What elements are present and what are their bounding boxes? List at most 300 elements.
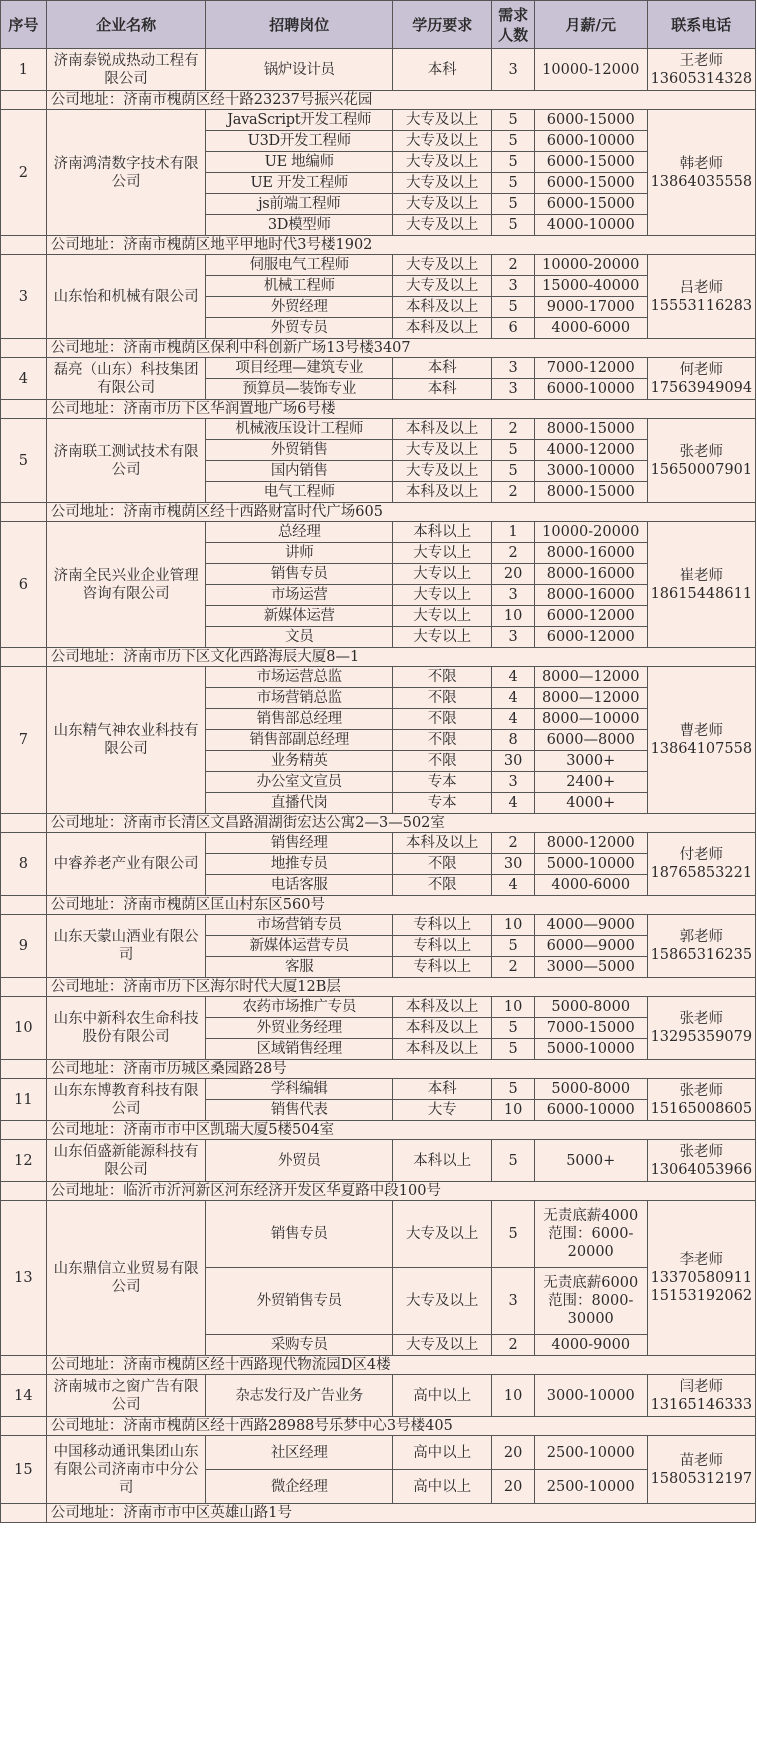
address-spacer	[1, 1182, 47, 1201]
job-headcount: 4	[492, 793, 534, 814]
job-headcount: 2	[492, 957, 534, 978]
job-education: 大专及以上	[393, 461, 492, 482]
address-row	[1, 339, 756, 358]
job-education: 专本	[393, 793, 492, 814]
job-position: 销售专员	[206, 1201, 393, 1268]
address-row	[1, 236, 756, 255]
table-row	[1, 915, 756, 936]
company-seq: 13	[1, 1201, 47, 1356]
job-education: 大专及以上	[393, 1335, 492, 1356]
company-contact: 李老师 13370580911 15153192062	[647, 1201, 755, 1356]
address-spacer	[1, 236, 47, 255]
company-address: 公司地址：济南市长清区文昌路湄湖街宏达公寓2—3—502室	[46, 814, 755, 833]
company-contact: 王老师 13605314328	[647, 49, 755, 91]
table-row	[1, 1140, 756, 1182]
header-company: 企业名称	[46, 1, 206, 49]
address-row	[1, 1504, 756, 1523]
company-contact: 苗老师 15805312197	[647, 1436, 755, 1504]
address-spacer	[1, 648, 47, 667]
company-name: 中睿养老产业有限公司	[46, 833, 206, 896]
job-position: 国内销售	[206, 461, 393, 482]
address-spacer	[1, 1504, 47, 1523]
job-education: 大专及以上	[393, 194, 492, 215]
job-headcount: 3	[492, 627, 534, 648]
job-position: 直播代岗	[206, 793, 393, 814]
job-position: 项目经理—建筑专业	[206, 358, 393, 379]
company-address: 公司地址：济南市槐荫区经十西路现代物流园D区4楼	[46, 1356, 755, 1375]
job-position: 预算员—装饰专业	[206, 379, 393, 400]
job-headcount: 4	[492, 688, 534, 709]
job-headcount: 3	[492, 585, 534, 606]
job-salary: 4000-6000	[534, 318, 647, 339]
address-row	[1, 400, 756, 419]
company-name: 磊亮（山东）科技集团有限公司	[46, 358, 206, 400]
address-row	[1, 1182, 756, 1201]
job-education: 大专及以上	[393, 215, 492, 236]
company-seq: 3	[1, 255, 47, 339]
job-salary: 8000-12000	[534, 833, 647, 854]
table-body	[1, 49, 756, 1523]
company-address: 公司地址：临沂市沂河新区河东经济开发区华夏路中段100号	[46, 1182, 755, 1201]
job-position: 机械液压设计工程师	[206, 419, 393, 440]
company-contact: 张老师 13295359079	[647, 997, 755, 1060]
company-name: 山东中新科农生命科技股份有限公司	[46, 997, 206, 1060]
company-seq: 8	[1, 833, 47, 896]
job-position: 销售部副总经理	[206, 730, 393, 751]
job-education: 专科以上	[393, 957, 492, 978]
job-headcount: 20	[492, 564, 534, 585]
job-position: 区域销售经理	[206, 1039, 393, 1060]
job-salary: 3000-10000	[534, 461, 647, 482]
job-position: 销售代表	[206, 1100, 393, 1121]
job-salary: 5000+	[534, 1140, 647, 1182]
job-position: 电气工程师	[206, 482, 393, 503]
job-headcount: 4	[492, 667, 534, 688]
table-row	[1, 419, 756, 440]
company-name: 山东精气神农业科技有限公司	[46, 667, 206, 814]
job-salary: 8000—12000	[534, 667, 647, 688]
job-headcount: 5	[492, 110, 534, 131]
job-position: 讲师	[206, 543, 393, 564]
job-position: 微企经理	[206, 1470, 393, 1504]
job-salary: 8000-16000	[534, 543, 647, 564]
job-education: 大专及以上	[393, 152, 492, 173]
job-headcount: 5	[492, 297, 534, 318]
job-education: 大专及以上	[393, 173, 492, 194]
job-education: 大专及以上	[393, 1268, 492, 1335]
job-salary: 8000-16000	[534, 585, 647, 606]
address-spacer	[1, 896, 47, 915]
address-row	[1, 1417, 756, 1436]
job-position: 市场营销专员	[206, 915, 393, 936]
job-headcount: 3	[492, 49, 534, 91]
job-position: U3D开发工程师	[206, 131, 393, 152]
job-salary: 无责底薪6000 范围：8000- 30000	[534, 1268, 647, 1335]
job-education: 大专	[393, 1100, 492, 1121]
job-position: 外贸经理	[206, 297, 393, 318]
company-seq: 5	[1, 419, 47, 503]
address-spacer	[1, 400, 47, 419]
job-education: 大专以上	[393, 627, 492, 648]
address-row	[1, 814, 756, 833]
job-position: 外贸员	[206, 1140, 393, 1182]
job-education: 大专以上	[393, 564, 492, 585]
job-education: 本科	[393, 379, 492, 400]
company-seq: 9	[1, 915, 47, 978]
job-salary: 8000-15000	[534, 482, 647, 503]
job-headcount: 30	[492, 751, 534, 772]
job-salary: 5000-10000	[534, 854, 647, 875]
job-headcount: 2	[492, 255, 534, 276]
job-education: 高中以上	[393, 1375, 492, 1417]
company-contact: 曹老师 13864107558	[647, 667, 755, 814]
header-seq: 序号	[1, 1, 47, 49]
job-education: 高中以上	[393, 1470, 492, 1504]
job-headcount: 5	[492, 461, 534, 482]
job-education: 本科及以上	[393, 1018, 492, 1039]
job-salary: 7000-12000	[534, 358, 647, 379]
job-salary: 15000-40000	[534, 276, 647, 297]
address-spacer	[1, 1121, 47, 1140]
job-headcount: 10	[492, 997, 534, 1018]
job-headcount: 3	[492, 358, 534, 379]
job-education: 本科及以上	[393, 297, 492, 318]
job-salary: 3000+	[534, 751, 647, 772]
job-position: 外贸销售	[206, 440, 393, 461]
job-position: 新媒体运营	[206, 606, 393, 627]
address-spacer	[1, 814, 47, 833]
company-seq: 4	[1, 358, 47, 400]
company-name: 山东佰盛新能源科技有限公司	[46, 1140, 206, 1182]
job-salary: 8000—10000	[534, 709, 647, 730]
header-headcount: 需求人数	[492, 1, 534, 49]
address-spacer	[1, 1060, 47, 1079]
company-name: 济南联工测试技术有限公司	[46, 419, 206, 503]
company-name: 济南泰锐成热动工程有限公司	[46, 49, 206, 91]
job-position: 市场营销总监	[206, 688, 393, 709]
company-name: 山东鼎信立业贸易有限公司	[46, 1201, 206, 1356]
header-position: 招聘岗位	[206, 1, 393, 49]
company-seq: 1	[1, 49, 47, 91]
job-salary: 6000-12000	[534, 606, 647, 627]
job-education: 本科	[393, 1079, 492, 1100]
job-headcount: 5	[492, 1201, 534, 1268]
job-headcount: 5	[492, 1018, 534, 1039]
company-contact: 张老师 15650007901	[647, 419, 755, 503]
job-headcount: 4	[492, 709, 534, 730]
address-row	[1, 978, 756, 997]
company-name: 山东东博教育科技有限公司	[46, 1079, 206, 1121]
address-row	[1, 648, 756, 667]
job-headcount: 2	[492, 543, 534, 564]
job-headcount: 10	[492, 1375, 534, 1417]
address-spacer	[1, 978, 47, 997]
job-education: 不限	[393, 854, 492, 875]
job-salary: 6000-10000	[534, 379, 647, 400]
table-row	[1, 1079, 756, 1100]
company-address: 公司地址：济南市历下区华润置地广场6号楼	[46, 400, 755, 419]
job-position: 市场运营总监	[206, 667, 393, 688]
job-position: 农药市场推广专员	[206, 997, 393, 1018]
job-education: 专本	[393, 772, 492, 793]
job-position: 伺服电气工程师	[206, 255, 393, 276]
header-education: 学历要求	[393, 1, 492, 49]
company-contact: 何老师 17563949094	[647, 358, 755, 400]
table-row	[1, 358, 756, 379]
job-salary: 2500-10000	[534, 1436, 647, 1470]
job-education: 不限	[393, 730, 492, 751]
job-education: 不限	[393, 667, 492, 688]
job-headcount: 3	[492, 772, 534, 793]
job-headcount: 3	[492, 379, 534, 400]
address-spacer	[1, 339, 47, 358]
job-education: 大专及以上	[393, 440, 492, 461]
job-education: 大专及以上	[393, 276, 492, 297]
company-name: 济南全民兴业企业管理咨询有限公司	[46, 522, 206, 648]
job-salary: 6000-10000	[534, 1100, 647, 1121]
job-headcount: 2	[492, 833, 534, 854]
job-headcount: 4	[492, 875, 534, 896]
job-salary: 8000—12000	[534, 688, 647, 709]
job-position: 销售专员	[206, 564, 393, 585]
job-education: 本科	[393, 49, 492, 91]
job-position: 市场运营	[206, 585, 393, 606]
company-contact: 韩老师 13864035558	[647, 110, 755, 236]
company-address: 公司地址：济南市槐荫区经十西路财富时代广场605	[46, 503, 755, 522]
job-position: 销售部总经理	[206, 709, 393, 730]
job-position: 办公室文宣员	[206, 772, 393, 793]
job-headcount: 5	[492, 173, 534, 194]
job-position: 机械工程师	[206, 276, 393, 297]
job-headcount: 3	[492, 1268, 534, 1335]
job-salary: 无责底薪4000 范围：6000- 20000	[534, 1201, 647, 1268]
company-address: 公司地址：济南市槐荫区匡山村东区560号	[46, 896, 755, 915]
job-education: 本科及以上	[393, 1039, 492, 1060]
job-headcount: 10	[492, 1100, 534, 1121]
company-address: 公司地址：济南市槐荫区经十路23237号振兴花园	[46, 91, 755, 110]
header-phone: 联系电话	[647, 1, 755, 49]
job-salary: 6000-12000	[534, 627, 647, 648]
job-education: 本科及以上	[393, 833, 492, 854]
job-salary: 8000-16000	[534, 564, 647, 585]
address-row	[1, 1121, 756, 1140]
table-row	[1, 255, 756, 276]
job-education: 专科以上	[393, 915, 492, 936]
address-row	[1, 91, 756, 110]
job-salary: 5000-10000	[534, 1039, 647, 1060]
job-headcount: 20	[492, 1470, 534, 1504]
table-row	[1, 1436, 756, 1470]
job-salary: 2500-10000	[534, 1470, 647, 1504]
company-address: 公司地址：济南市市中区凯瑞大厦5楼504室	[46, 1121, 755, 1140]
company-address: 公司地址：济南市历下区文化西路海辰大厦8—1	[46, 648, 755, 667]
job-salary: 4000-10000	[534, 215, 647, 236]
header-row	[1, 1, 756, 49]
job-salary: 10000-12000	[534, 49, 647, 91]
address-row	[1, 503, 756, 522]
job-position: 3D模型师	[206, 215, 393, 236]
job-position: js前端工程师	[206, 194, 393, 215]
company-name: 山东怡和机械有限公司	[46, 255, 206, 339]
job-salary: 6000-15000	[534, 194, 647, 215]
job-education: 大专以上	[393, 585, 492, 606]
job-headcount: 5	[492, 215, 534, 236]
job-education: 本科	[393, 358, 492, 379]
company-contact: 张老师 13064053966	[647, 1140, 755, 1182]
job-education: 大专及以上	[393, 1201, 492, 1268]
job-education: 不限	[393, 751, 492, 772]
job-headcount: 10	[492, 606, 534, 627]
job-education: 不限	[393, 875, 492, 896]
job-headcount: 5	[492, 194, 534, 215]
job-salary: 4000-9000	[534, 1335, 647, 1356]
job-headcount: 5	[492, 1039, 534, 1060]
job-salary: 6000-15000	[534, 152, 647, 173]
job-salary: 5000-8000	[534, 997, 647, 1018]
job-salary: 4000—9000	[534, 915, 647, 936]
job-headcount: 2	[492, 419, 534, 440]
job-position: 外贸销售专员	[206, 1268, 393, 1335]
job-salary: 8000-15000	[534, 419, 647, 440]
table-row	[1, 1201, 756, 1268]
table-row	[1, 522, 756, 543]
job-headcount: 1	[492, 522, 534, 543]
company-address: 公司地址：济南市槐荫区经十西路28988号乐梦中心3号楼405	[46, 1417, 755, 1436]
table-row	[1, 997, 756, 1018]
company-seq: 10	[1, 997, 47, 1060]
company-name: 中国移动通讯集团山东有限公司济南市中分公司	[46, 1436, 206, 1504]
company-contact: 郭老师 15865316235	[647, 915, 755, 978]
job-position: 采购专员	[206, 1335, 393, 1356]
job-position: 锅炉设计员	[206, 49, 393, 91]
job-headcount: 3	[492, 276, 534, 297]
job-education: 本科及以上	[393, 482, 492, 503]
company-seq: 6	[1, 522, 47, 648]
table-row	[1, 667, 756, 688]
job-position: 业务精英	[206, 751, 393, 772]
company-seq: 11	[1, 1079, 47, 1121]
job-position: 销售经理	[206, 833, 393, 854]
company-contact: 崔老师 18615448611	[647, 522, 755, 648]
job-position: JavaScript开发工程师	[206, 110, 393, 131]
job-headcount: 10	[492, 915, 534, 936]
company-seq: 14	[1, 1375, 47, 1417]
company-contact: 闫老师 13165146333	[647, 1375, 755, 1417]
address-row	[1, 1060, 756, 1079]
table-row	[1, 1375, 756, 1417]
table-row	[1, 110, 756, 131]
job-education: 大专以上	[393, 543, 492, 564]
job-headcount: 5	[492, 440, 534, 461]
company-address: 公司地址：济南市槐荫区保利中科创新广场13号楼3407	[46, 339, 755, 358]
job-education: 大专以上	[393, 606, 492, 627]
address-spacer	[1, 91, 47, 110]
company-name: 山东天蒙山酒业有限公司	[46, 915, 206, 978]
job-salary: 7000-15000	[534, 1018, 647, 1039]
job-position: 地推专员	[206, 854, 393, 875]
job-position: 学科编辑	[206, 1079, 393, 1100]
job-position: 新媒体运营专员	[206, 936, 393, 957]
job-position: 总经理	[206, 522, 393, 543]
job-position: 客服	[206, 957, 393, 978]
job-position: 电话客服	[206, 875, 393, 896]
job-education: 本科以上	[393, 522, 492, 543]
job-education: 本科以上	[393, 1140, 492, 1182]
job-education: 不限	[393, 688, 492, 709]
job-position: 杂志发行及广告业务	[206, 1375, 393, 1417]
job-education: 本科及以上	[393, 997, 492, 1018]
job-position: 文员	[206, 627, 393, 648]
company-seq: 15	[1, 1436, 47, 1504]
job-position: 外贸业务经理	[206, 1018, 393, 1039]
job-headcount: 20	[492, 1436, 534, 1470]
job-education: 本科及以上	[393, 318, 492, 339]
company-name: 济南鸿清数字技术有限公司	[46, 110, 206, 236]
job-salary: 3000—5000	[534, 957, 647, 978]
job-salary: 5000-8000	[534, 1079, 647, 1100]
job-education: 大专及以上	[393, 131, 492, 152]
header-salary: 月薪/元	[534, 1, 647, 49]
company-name: 济南城市之窗广告有限公司	[46, 1375, 206, 1417]
job-education: 专科以上	[393, 936, 492, 957]
job-education: 大专及以上	[393, 255, 492, 276]
job-headcount: 5	[492, 936, 534, 957]
job-salary: 4000-12000	[534, 440, 647, 461]
company-seq: 12	[1, 1140, 47, 1182]
job-headcount: 2	[492, 1335, 534, 1356]
job-salary: 4000+	[534, 793, 647, 814]
job-headcount: 6	[492, 318, 534, 339]
job-salary: 3000-10000	[534, 1375, 647, 1417]
address-row	[1, 896, 756, 915]
address-row	[1, 1356, 756, 1375]
job-salary: 4000-6000	[534, 875, 647, 896]
job-position: UE 开发工程师	[206, 173, 393, 194]
job-headcount: 8	[492, 730, 534, 751]
company-seq: 2	[1, 110, 47, 236]
job-education: 高中以上	[393, 1436, 492, 1470]
job-headcount: 5	[492, 131, 534, 152]
table-row	[1, 833, 756, 854]
job-education: 不限	[393, 709, 492, 730]
job-headcount: 5	[492, 1140, 534, 1182]
job-salary: 6000—8000	[534, 730, 647, 751]
address-spacer	[1, 1356, 47, 1375]
job-headcount: 5	[492, 1079, 534, 1100]
job-education: 大专及以上	[393, 110, 492, 131]
table-row	[1, 49, 756, 91]
address-spacer	[1, 503, 47, 522]
company-contact: 张老师 15165008605	[647, 1079, 755, 1121]
job-salary: 10000-20000	[534, 255, 647, 276]
job-salary: 10000-20000	[534, 522, 647, 543]
company-contact: 付老师 18765853221	[647, 833, 755, 896]
job-salary: 9000-17000	[534, 297, 647, 318]
job-position: 社区经理	[206, 1436, 393, 1470]
job-position: UE 地编师	[206, 152, 393, 173]
job-salary: 6000-15000	[534, 173, 647, 194]
company-address: 公司地址：济南市市中区英雄山路1号	[46, 1504, 755, 1523]
company-address: 公司地址：济南市历城区桑园路28号	[46, 1060, 755, 1079]
job-position: 外贸专员	[206, 318, 393, 339]
company-address: 公司地址：济南市槐荫区地平甲地时代3号楼1902	[46, 236, 755, 255]
address-spacer	[1, 1417, 47, 1436]
job-headcount: 2	[492, 482, 534, 503]
company-address: 公司地址：济南市历下区海尔时代大厦12B层	[46, 978, 755, 997]
job-salary: 6000-15000	[534, 110, 647, 131]
company-seq: 7	[1, 667, 47, 814]
job-headcount: 30	[492, 854, 534, 875]
